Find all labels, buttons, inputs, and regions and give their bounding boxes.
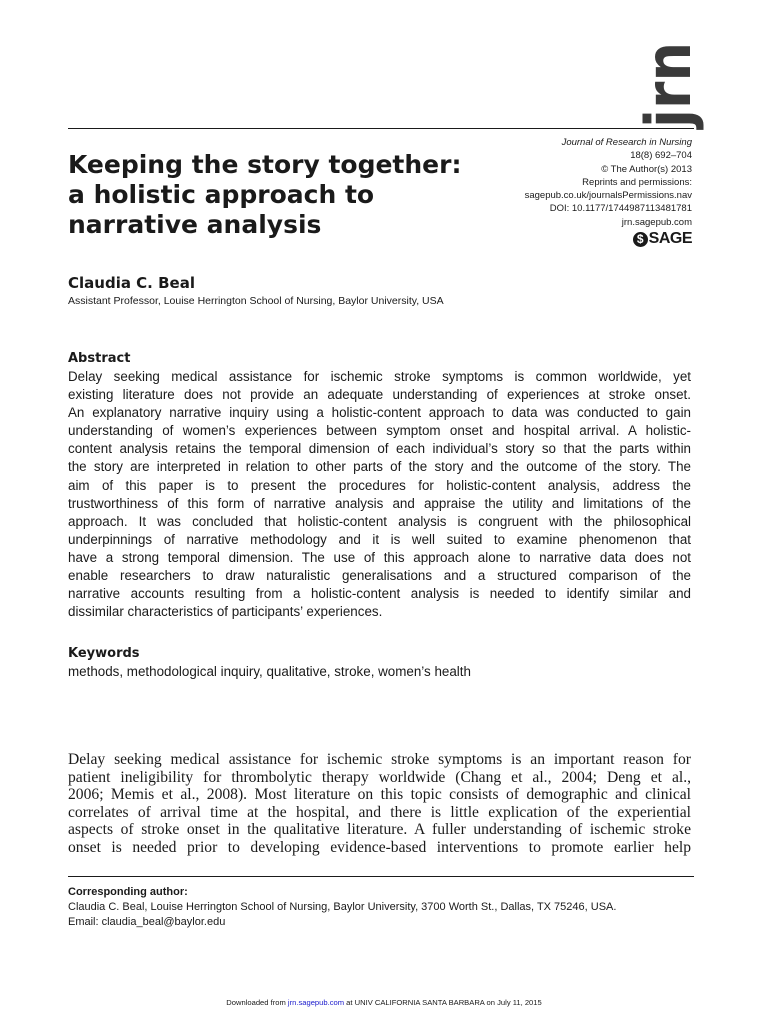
abstract-line: dissimilar characteristics of participants’ experiences. (68, 604, 383, 620)
body-line: 2006; Memis et al., 2008). Most literature on this topic consists of demographic and clinical (68, 786, 691, 803)
footnote-rule (68, 876, 694, 877)
sage-wordmark: SAGE (648, 230, 692, 247)
abstract-line: trustworthiness of this form of narrative analysis and appraise the utility and limitations of the (68, 495, 691, 511)
download-link[interactable]: jrn.sagepub.com (287, 998, 345, 1007)
abstract-line: enable researchers to draw naturalistic generalisations and a structured comparison of the (68, 568, 691, 584)
body-line: patient ineligibility for thrombolytic therapy worldwide (Chang et al., 2004; Deng et al., (68, 768, 691, 786)
title-line: narrative analysis (68, 210, 322, 239)
journal-name: Journal of Research in Nursing (561, 137, 692, 148)
title-line: a holistic approach to (68, 180, 375, 209)
permissions-url[interactable]: sagepub.co.uk/journalsPermissions.nav (524, 190, 692, 202)
corresponding-author-block (68, 885, 616, 930)
abstract-line: narrative accounts resulting from a holistic-content analysis is needed to identify similar and (68, 586, 691, 602)
download-notice (0, 998, 768, 1008)
corresponding-author-address: Claudia C. Beal, Louise Herrington School of Nursing, Baylor University, 3700 Worth St., Dallas, TX 75246, USA. (68, 901, 617, 913)
journal-logo-text: jrn (632, 32, 705, 128)
abstract-line: approach. It was concluded that holistic-content analysis is congruent with the philosophical (68, 513, 691, 529)
article-title (68, 150, 468, 240)
reprints-label: Reprints and permissions: (582, 176, 692, 188)
journal-info (412, 136, 692, 229)
body-line: Delay seeking medical assistance for ischemic stroke symptoms is an important reason for (68, 751, 691, 768)
abstract-line: underpinnings of narrative methodology and it is well suited to examine phenomenon that (68, 531, 691, 547)
journal-site[interactable]: jrn.sagepub.com (621, 216, 692, 228)
keywords-list: methods, methodological inquiry, qualitative, stroke, women’s health (68, 664, 471, 679)
abstract-heading: Abstract (68, 351, 131, 366)
author-affiliation: Assistant Professor, Louise Herrington School of Nursing, Baylor University, USA (68, 295, 444, 307)
body-line: correlates of arrival time at the hospital, and there is little explication of the experiential (68, 803, 691, 821)
journal-logo-jrn (632, 32, 705, 128)
body-paragraph (68, 751, 691, 856)
header-rule (68, 128, 694, 129)
download-suffix: at UNIV CALIFORNIA SANTA BARBARA on July 11, 2015 (344, 998, 542, 1007)
abstract-line: aim of this paper is to present the procedures for holistic-content analysis, address the (68, 477, 691, 493)
body-line: onset is needed prior to developing evidence-based interventions to promote earlier help (68, 838, 691, 856)
author-name: Claudia C. Beal (68, 274, 195, 292)
abstract-text (68, 368, 691, 621)
corresponding-author-email[interactable]: Email: claudia_beal@baylor.edu (68, 916, 226, 928)
body-line: aspects of stroke onset in the qualitative literature. A fuller understanding of ischemic stroke (68, 821, 691, 838)
sage-mark-icon: $ (633, 232, 648, 247)
doi[interactable]: DOI: 10.1177/1744987113481781 (549, 203, 692, 215)
abstract-line: Delay seeking medical assistance for ischemic stroke symptoms is common worldwide, yet (68, 369, 691, 384)
abstract-line: content analysis retains the temporal dimension of each individual’s story so that the parts within (68, 441, 691, 457)
title-line: Keeping the story together: (68, 150, 462, 179)
journal-volume: 18(8) 692–704 (630, 150, 692, 162)
abstract-line: An explanatory narrative inquiry using a holistic-content approach to data was conducted to gain (68, 405, 691, 421)
sage-logo (633, 231, 692, 247)
keywords-heading: Keywords (68, 646, 140, 661)
abstract-line: the story are interpreted in relation to other parts of the story and the outcome of the story. The (68, 459, 691, 475)
abstract-line: understanding of women’s experiences between symptom onset and hospital arrival. A holistic- (68, 423, 691, 439)
copyright: © The Author(s) 2013 (601, 163, 692, 175)
abstract-line: existing literature does not provide an adequate understanding of experiences at stroke onset. (68, 387, 691, 403)
abstract-line: have a strong temporal dimension. The use of this approach alone to narrative data does not (68, 549, 691, 565)
corresponding-author-label: Corresponding author: (68, 886, 188, 898)
download-prefix: Downloaded from (226, 998, 288, 1007)
